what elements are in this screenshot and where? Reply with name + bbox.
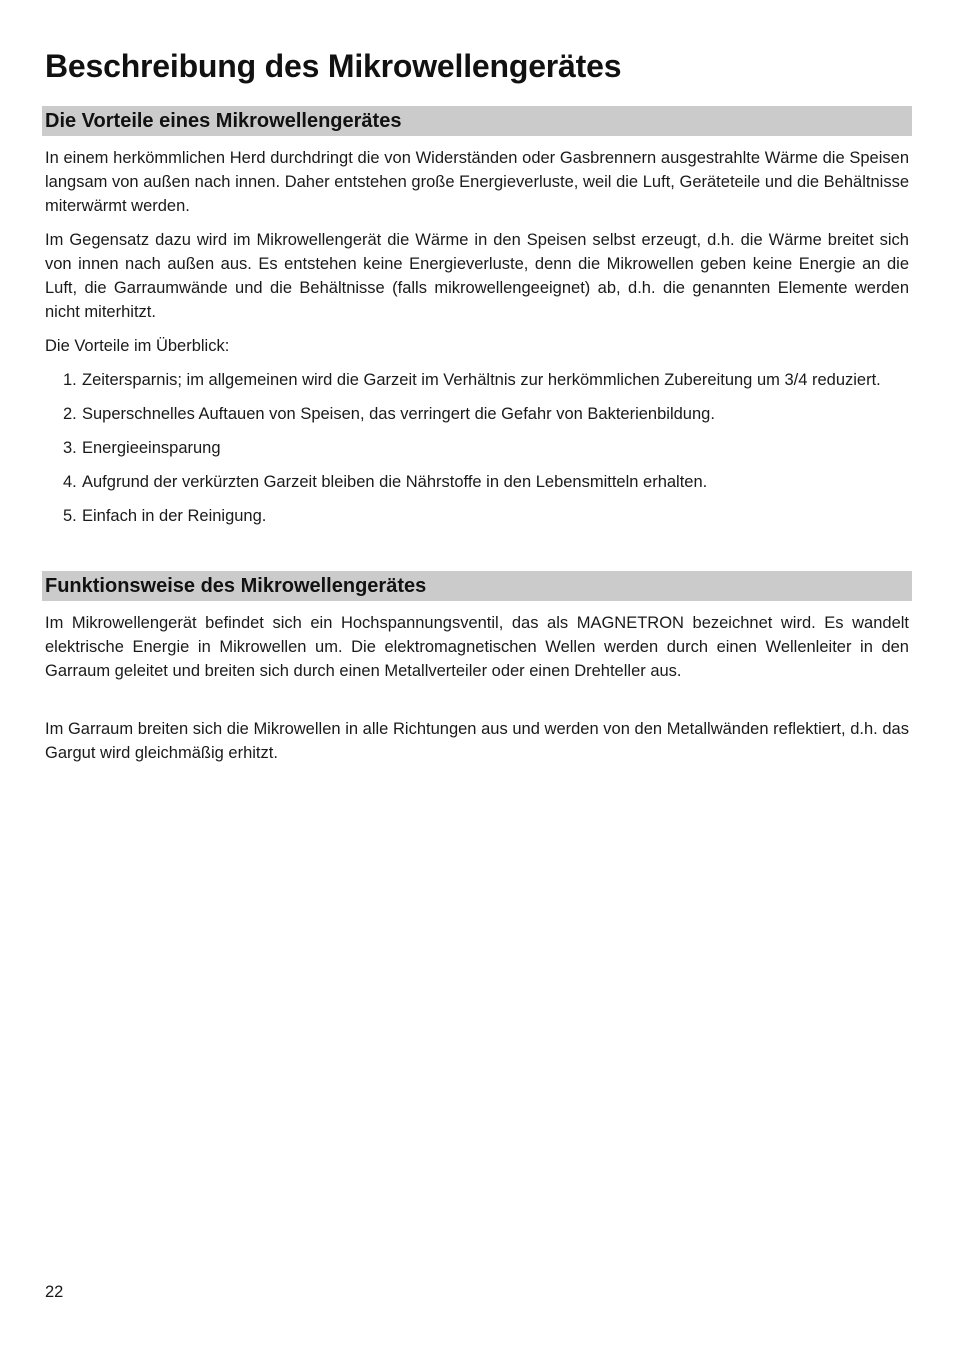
list-number: 5. xyxy=(63,507,77,525)
paragraph-magnetron: Im Mikrowellengerät befindet sich ein Hochspannungsventil, das als MAGNETRON bezeichnet wird. Es wandelt elektrische Energie in Mikrowellen um. Die elektromagnetischen Wellen werden durch einen Wellenleiter in den Garraum geleitet und breiten sich durch einen Metallverteiler oder einen Drehteller aus. xyxy=(45,614,909,680)
list-number: 1. xyxy=(63,371,77,389)
list-number: 3. xyxy=(63,439,77,457)
list-item-text: Zeitersparnis; im allgemeinen wird die Garzeit im Verhältnis zur herkömmlichen Zubereitung um 3/4 reduziert. xyxy=(82,371,881,389)
page-title: Beschreibung des Mikrowellengerätes xyxy=(45,48,622,84)
section-heading-funktionsweise: Funktionsweise des Mikrowellengerätes xyxy=(42,571,912,601)
list-number: 2. xyxy=(63,405,77,423)
page-number: 22 xyxy=(45,1283,64,1301)
list-item xyxy=(45,436,909,460)
paragraph-garraum: Im Garraum breiten sich die Mikrowellen in alle Richtungen aus und werden von den Metallwänden reflektiert, d.h. das Gargut wird gleichmäßig erhitzt. xyxy=(45,720,909,762)
paragraph-gegensatz: Im Gegensatz dazu wird im Mikrowellengerät die Wärme in den Speisen selbst erzeugt, d.h. die Wärme breitet sich von innen nach außen aus. Es entstehen keine Energieverluste, denn die Mikrowellen geben keine Energie an die Luft, die Garraumwände und die Behältnisse (falls mikrowellengeeignet) ab, d.h. die genannten Elemente werden nicht miterhitzt. xyxy=(45,231,909,321)
list-item-text: Superschnelles Auftauen von Speisen, das verringert die Gefahr von Bakterienbildung. xyxy=(82,405,715,423)
list-item-text: Aufgrund der verkürzten Garzeit bleiben die Nährstoffe in den Lebensmitteln erhalten. xyxy=(82,473,708,491)
list-item-text: Einfach in der Reinigung. xyxy=(82,507,267,525)
advantages-list xyxy=(45,368,909,538)
section-heading-vorteile: Die Vorteile eines Mikrowellengerätes xyxy=(42,106,912,136)
list-item xyxy=(45,470,909,494)
list-number: 4. xyxy=(63,473,77,491)
list-item-text: Energieeinsparung xyxy=(82,439,221,457)
paragraph-herd: In einem herkömmlichen Herd durchdringt die von Widerständen oder Gasbrennern ausgestrahlte Wärme die Speisen langsam von außen nach innen. Daher entstehen große Energieverluste, weil die Luft, Geräteteile und die Behältnisse miterwärmt werden. xyxy=(45,149,909,215)
list-item xyxy=(45,402,909,426)
paragraph-ueberblick: Die Vorteile im Überblick: xyxy=(45,337,230,355)
list-item xyxy=(45,504,909,528)
list-item xyxy=(45,368,909,392)
